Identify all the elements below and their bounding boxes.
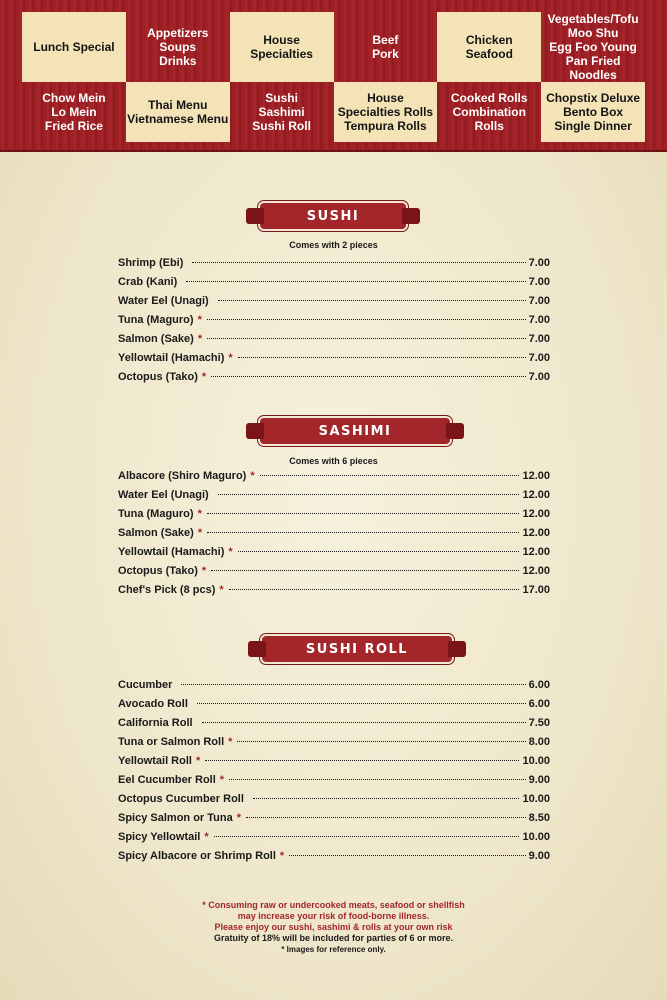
- raw-warning-asterisk: *: [228, 352, 233, 364]
- sashimi-item-list: [118, 470, 550, 603]
- raw-warning-asterisk: *: [250, 470, 255, 482]
- menu-item-name: Spicy Salmon or Tuna: [118, 812, 233, 824]
- sushi-item-list: [118, 257, 550, 390]
- raw-warning-asterisk: *: [204, 831, 209, 843]
- menu-item-price: 8.00: [528, 736, 550, 748]
- image-reference-note: * Images for reference only.: [281, 945, 386, 954]
- menu-item-price: 17.00: [522, 584, 550, 596]
- menu-item-name: Crab (Kani): [118, 276, 178, 288]
- menu-item-price: 6.00: [528, 698, 550, 710]
- menu-item-name: Spicy Yellowtail: [118, 831, 201, 843]
- menu-item-name: Tuna (Maguro): [118, 508, 194, 520]
- menu-item-price: 12.00: [522, 470, 550, 482]
- menu-item-price: 12.00: [522, 489, 550, 501]
- sushi-roll-item-list: [118, 679, 550, 869]
- dot-leader: [207, 338, 525, 339]
- dot-leader: [211, 570, 519, 571]
- menu-item-name: Octopus Cucumber Roll: [118, 793, 244, 805]
- sashimi-section-banner: [260, 418, 450, 444]
- menu-item-row: [118, 527, 550, 546]
- menu-item-price: 6.00: [528, 679, 550, 691]
- nav-category-0[interactable]: Lunch Special: [22, 12, 126, 82]
- dot-leader: [192, 262, 525, 263]
- menu-item-price: 12.00: [522, 546, 550, 558]
- nav-category-7[interactable]: Thai Menu Vietnamese Menu: [126, 82, 230, 142]
- dot-leader: [214, 836, 520, 837]
- dot-leader: [218, 494, 520, 495]
- nav-category-1[interactable]: Appetizers Soups Drinks: [147, 26, 209, 68]
- menu-item-row: [118, 679, 550, 698]
- dot-leader: [289, 855, 525, 856]
- sushi-section-title: SUSHI: [306, 208, 360, 224]
- menu-item-row: [118, 850, 550, 869]
- raw-warning-asterisk: *: [201, 565, 207, 577]
- raw-food-warning-line2: may increase your risk of food-borne illness.: [237, 911, 430, 921]
- sashimi-section-title: SASHIMI: [318, 423, 392, 439]
- menu-item-row: [118, 831, 550, 850]
- menu-item-name: Spicy Albacore or Shrimp Roll: [118, 850, 276, 862]
- raw-warning-asterisk: *: [197, 333, 203, 345]
- menu-item-row: [118, 489, 550, 508]
- sushi-roll-section-banner: [262, 636, 452, 662]
- menu-item-name: California Roll: [118, 717, 193, 729]
- menu-item-name: Yellowtail (Hamachi): [118, 352, 225, 364]
- menu-item-name: Albacore (Shiro Maguro): [118, 470, 247, 482]
- dot-leader: [260, 475, 520, 476]
- nav-category-11[interactable]: Chopstix Deluxe Bento Box Single Dinner: [541, 82, 645, 142]
- sushi-roll-section-title: SUSHI ROLL: [305, 641, 409, 657]
- menu-item-row: [118, 333, 550, 352]
- menu-item-row: [118, 812, 550, 831]
- raw-warning-asterisk: *: [219, 584, 224, 596]
- raw-warning-asterisk: *: [228, 736, 233, 748]
- menu-item-name: Yellowtail (Hamachi): [118, 546, 225, 558]
- menu-item-row: [118, 755, 550, 774]
- menu-item-price: 9.00: [528, 774, 550, 786]
- menu-item-row: [118, 295, 550, 314]
- menu-item-price: 10.00: [522, 793, 550, 805]
- raw-warning-asterisk: *: [219, 774, 225, 786]
- menu-item-row: [118, 546, 550, 565]
- dot-leader: [202, 722, 526, 723]
- menu-item-price: 7.00: [528, 314, 550, 326]
- category-nav-grid: [22, 12, 645, 142]
- dot-leader: [246, 817, 526, 818]
- menu-item-row: [118, 736, 550, 755]
- menu-item-price: 7.00: [528, 333, 550, 345]
- dot-leader: [181, 684, 525, 685]
- dot-leader: [218, 300, 526, 301]
- dot-leader: [186, 281, 525, 282]
- raw-warning-asterisk: *: [197, 508, 202, 520]
- dot-leader: [253, 798, 520, 799]
- menu-item-price: 7.00: [528, 295, 550, 307]
- dot-leader: [205, 760, 519, 761]
- menu-item-price: 7.00: [528, 257, 550, 269]
- menu-item-name: Shrimp (Ebi): [118, 257, 184, 269]
- menu-item-price: 10.00: [522, 831, 550, 843]
- menu-item-name: Water Eel (Unagi): [118, 489, 209, 501]
- menu-item-name: Salmon (Sake): [118, 333, 194, 345]
- menu-item-row: [118, 508, 550, 527]
- menu-item-name: Tuna or Salmon Roll: [118, 736, 225, 748]
- menu-item-price: 7.00: [528, 352, 550, 364]
- menu-item-name: Yellowtail Roll: [118, 755, 192, 767]
- menu-item-row: [118, 276, 550, 295]
- menu-footnotes: [0, 900, 667, 955]
- raw-warning-asterisk: *: [228, 546, 233, 558]
- dot-leader: [238, 551, 520, 552]
- dot-leader: [207, 532, 519, 533]
- menu-item-row: [118, 584, 550, 603]
- raw-warning-asterisk: *: [201, 371, 207, 383]
- menu-item-row: [118, 257, 550, 276]
- menu-item-row: [118, 774, 550, 793]
- dot-leader: [237, 741, 525, 742]
- sushi-section-banner: [260, 203, 406, 229]
- raw-warning-asterisk: *: [236, 812, 241, 824]
- menu-item-row: [118, 717, 550, 736]
- raw-food-warning-line3: Please enjoy our sushi, sashimi & rolls at your own risk: [214, 922, 453, 932]
- raw-warning-asterisk: *: [197, 314, 202, 326]
- menu-item-price: 12.00: [522, 508, 550, 520]
- dot-leader: [229, 779, 526, 780]
- nav-category-3[interactable]: Beef Pork: [372, 33, 399, 61]
- menu-item-price: 7.00: [528, 276, 550, 288]
- menu-item-name: Water Eel (Unagi): [118, 295, 209, 307]
- category-nav-bar: [0, 0, 667, 152]
- menu-item-row: [118, 793, 550, 812]
- menu-item-name: Octopus (Tako): [118, 371, 198, 383]
- nav-category-6[interactable]: Chow Mein Lo Mein Fried Rice: [42, 91, 106, 133]
- nav-category-4[interactable]: Chicken Seafood: [437, 12, 541, 82]
- menu-item-price: 12.00: [522, 527, 550, 539]
- sashimi-section-subtitle: Comes with 6 pieces: [289, 456, 378, 466]
- menu-item-name: Avocado Roll: [118, 698, 188, 710]
- menu-item-price: 12.00: [522, 565, 550, 577]
- raw-warning-asterisk: *: [279, 850, 285, 862]
- gratuity-note: Gratuity of 18% will be included for parties of 6 or more.: [213, 933, 454, 943]
- menu-item-row: [118, 698, 550, 717]
- dot-leader: [211, 376, 525, 377]
- menu-item-price: 10.00: [522, 755, 550, 767]
- nav-category-5[interactable]: Vegetables/Tofu Moo Shu Egg Foo Young Pan Fried Noodles: [547, 12, 639, 82]
- raw-warning-asterisk: *: [195, 755, 201, 767]
- menu-item-price: 9.00: [528, 850, 550, 862]
- menu-item-price: 8.50: [528, 812, 550, 824]
- menu-item-name: Octopus (Tako): [118, 565, 198, 577]
- nav-category-2[interactable]: House Specialties: [230, 12, 334, 82]
- dot-leader: [238, 357, 526, 358]
- nav-category-10[interactable]: Cooked Rolls Combination Rolls: [450, 91, 528, 133]
- menu-item-price: 7.00: [528, 371, 550, 383]
- dot-leader: [207, 513, 520, 514]
- menu-item-row: [118, 371, 550, 390]
- menu-item-name: Chef's Pick (8 pcs): [118, 584, 216, 596]
- menu-item-price: 7.50: [528, 717, 550, 729]
- nav-category-8[interactable]: Sushi Sashimi Sushi Roll: [252, 91, 311, 133]
- raw-food-warning-line1: * Consuming raw or undercooked meats, seafood or shellfish: [202, 900, 465, 910]
- menu-item-row: [118, 470, 550, 489]
- dot-leader: [229, 589, 520, 590]
- menu-item-row: [118, 314, 550, 333]
- menu-item-name: Tuna (Maguro): [118, 314, 194, 326]
- menu-item-name: Salmon (Sake): [118, 527, 194, 539]
- sushi-section-subtitle: Comes with 2 pieces: [289, 240, 378, 250]
- menu-item-name: Cucumber: [118, 679, 173, 691]
- menu-item-name: Eel Cucumber Roll: [118, 774, 216, 786]
- menu-item-row: [118, 565, 550, 584]
- dot-leader: [197, 703, 526, 704]
- menu-item-row: [118, 352, 550, 371]
- dot-leader: [207, 319, 526, 320]
- nav-category-9[interactable]: House Specialties Rolls Tempura Rolls: [334, 82, 438, 142]
- raw-warning-asterisk: *: [197, 527, 203, 539]
